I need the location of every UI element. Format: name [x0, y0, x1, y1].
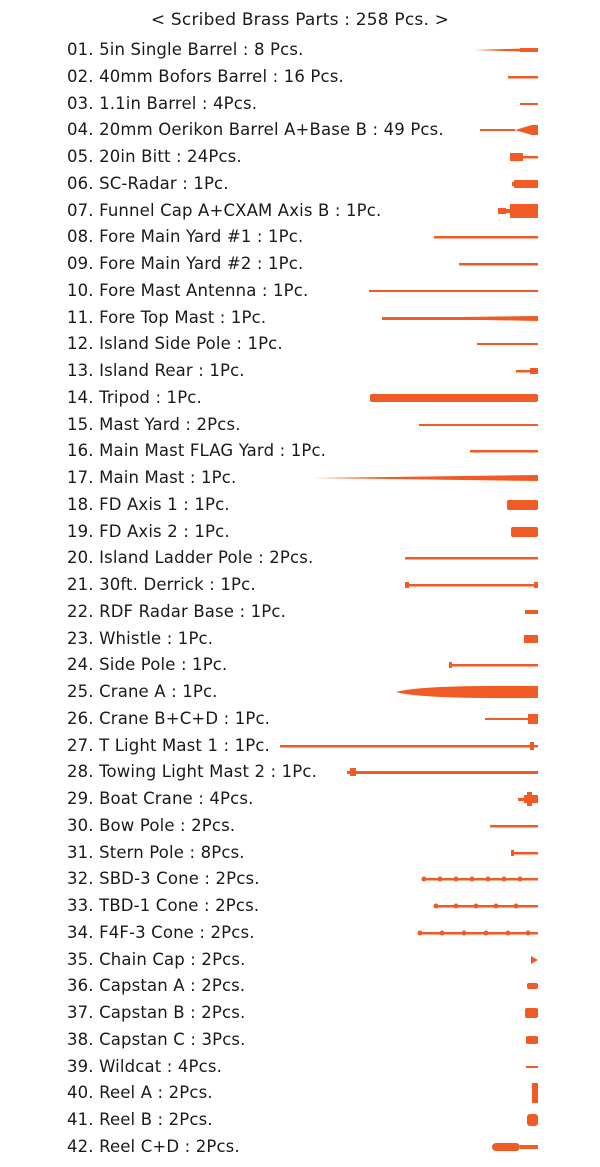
part-drawing: [0, 866, 600, 892]
part-label: 28. Towing Light Mast 2 : 1Pc.: [67, 762, 318, 782]
part-drawing: [0, 893, 600, 919]
part-label: 29. Boat Crane : 4Pcs.: [67, 789, 254, 808]
part-drawing: [0, 171, 600, 197]
part-row: [0, 171, 600, 197]
part-row: [0, 733, 600, 759]
part-row: [0, 813, 600, 839]
part-label: 24. Side Pole : 1Pc.: [67, 655, 228, 675]
part-label: 33. TBD-1 Cone : 2Pcs.: [67, 896, 260, 915]
part-drawing: [0, 412, 600, 438]
part-drawing: [0, 840, 600, 866]
part-label: 01. 5in Single Barrel : 8 Pcs.: [67, 40, 304, 59]
part-label: 38. Capstan C : 3Pcs.: [67, 1029, 246, 1049]
part-drawing: [0, 1027, 600, 1053]
part-row: [0, 144, 600, 170]
part-drawing: [0, 278, 600, 304]
part-label: 14. Tripod : 1Pc.: [67, 387, 202, 407]
part-label: 41. Reel B : 2Pcs.: [67, 1110, 213, 1129]
part-drawing: [0, 973, 600, 999]
part-label: 19. FD Axis 2 : 1Pc.: [67, 521, 230, 541]
part-label: 03. 1.1in Barrel : 4Pcs.: [67, 93, 258, 113]
part-row: [0, 278, 600, 304]
part-row: [0, 465, 600, 491]
part-label: 20. Island Ladder Pole : 2Pcs.: [67, 548, 314, 568]
part-drawing: [0, 331, 600, 357]
part-label: 26. Crane B+C+D : 1Pc.: [67, 708, 271, 728]
part-label: 12. Island Side Pole : 1Pc.: [67, 334, 283, 354]
part-row: [0, 947, 600, 973]
part-row: [0, 759, 600, 785]
part-row: [0, 1027, 600, 1053]
part-drawing: [0, 626, 600, 652]
part-row: [0, 840, 600, 866]
page-title: < Scribed Brass Parts : 258 Pcs. >: [150, 10, 450, 30]
part-row: [0, 626, 600, 652]
part-drawing: [0, 37, 600, 63]
part-drawing: [0, 492, 600, 518]
part-row: [0, 358, 600, 384]
part-label: 04. 20mm Oerikon Barrel A+Base B : 49 Pcs.: [67, 120, 444, 140]
part-row: [0, 652, 600, 678]
part-row: [0, 679, 600, 705]
part-label: 22. RDF Radar Base : 1Pc.: [67, 601, 286, 621]
part-row: [0, 519, 600, 545]
part-label: 35. Chain Cap : 2Pcs.: [67, 949, 246, 969]
part-label: 02. 40mm Bofors Barrel : 16 Pcs.: [67, 66, 344, 86]
part-row: [0, 91, 600, 117]
part-label: 11. Fore Top Mast : 1Pc.: [67, 307, 267, 327]
part-drawing: [0, 144, 600, 170]
part-row: [0, 224, 600, 250]
part-label: 16. Main Mast FLAG Yard : 1Pc.: [67, 441, 327, 461]
part-drawing: [0, 117, 600, 143]
part-label: 23. Whistle : 1Pc.: [67, 628, 214, 648]
part-label: 18. FD Axis 1 : 1Pc.: [67, 494, 230, 514]
part-label: 42. Reel C+D : 2Pcs.: [67, 1136, 240, 1156]
part-row: [0, 492, 600, 518]
part-row: [0, 305, 600, 331]
part-drawing: [0, 706, 600, 732]
part-row: [0, 973, 600, 999]
part-drawing: [0, 679, 600, 705]
part-drawing: [0, 64, 600, 90]
part-label: 36. Capstan A : 2Pcs.: [67, 976, 246, 996]
part-drawing: [0, 947, 600, 973]
part-drawing: [0, 385, 600, 411]
part-label: 30. Bow Pole : 2Pcs.: [67, 815, 236, 835]
part-drawing: [0, 652, 600, 678]
part-label: 10. Fore Mast Antenna : 1Pc.: [67, 280, 309, 300]
part-drawing: [0, 572, 600, 598]
part-label: 27. T Light Mast 1 : 1Pc.: [67, 735, 270, 755]
part-row: [0, 251, 600, 277]
part-label: 15. Mast Yard : 2Pcs.: [67, 414, 241, 434]
part-row: [0, 706, 600, 732]
part-row: [0, 117, 600, 143]
part-drawing: [0, 224, 600, 250]
part-row: [0, 866, 600, 892]
part-label: 13. Island Rear : 1Pc.: [67, 361, 245, 380]
part-drawing: [0, 305, 600, 331]
part-row: [0, 599, 600, 625]
part-drawing: [0, 759, 600, 785]
part-row: [0, 412, 600, 438]
part-drawing: [0, 1107, 600, 1133]
part-row: [0, 385, 600, 411]
part-row: [0, 37, 600, 63]
part-label: 32. SBD-3 Cone : 2Pcs.: [67, 869, 260, 889]
part-drawing: [0, 519, 600, 545]
part-label: 34. F4F-3 Cone : 2Pcs.: [67, 922, 255, 942]
part-label: 07. Funnel Cap A+CXAM Axis B : 1Pc.: [67, 200, 382, 220]
part-drawing: [0, 733, 600, 759]
part-drawing: [0, 545, 600, 571]
part-label: 08. Fore Main Yard #1 : 1Pc.: [67, 227, 304, 247]
part-drawing: [0, 198, 600, 224]
part-label: 21. 30ft. Derrick : 1Pc.: [67, 575, 256, 594]
part-label: 37. Capstan B : 2Pcs.: [67, 1003, 246, 1022]
part-drawing: [0, 358, 600, 384]
part-label: 31. Stern Pole : 8Pcs.: [67, 842, 245, 862]
part-drawing: [0, 1000, 600, 1026]
part-drawing: [0, 1054, 600, 1080]
part-row: [0, 438, 600, 464]
part-label: 05. 20in Bitt : 24Pcs.: [67, 147, 242, 166]
part-row: [0, 1134, 600, 1160]
part-row: [0, 331, 600, 357]
part-row: [0, 1054, 600, 1080]
part-row: [0, 1000, 600, 1026]
part-drawing: [0, 465, 600, 491]
part-drawing: [0, 251, 600, 277]
part-label: 09. Fore Main Yard #2 : 1Pc.: [67, 254, 304, 273]
part-label: 39. Wildcat : 4Pcs.: [67, 1056, 222, 1076]
part-label: 25. Crane A : 1Pc.: [67, 682, 218, 701]
part-label: 17. Main Mast : 1Pc.: [67, 468, 237, 487]
part-drawing: [0, 786, 600, 812]
part-label: 06. SC-Radar : 1Pc.: [67, 173, 229, 193]
part-row: [0, 920, 600, 946]
part-drawing: [0, 920, 600, 946]
part-row: [0, 893, 600, 919]
part-drawing: [0, 599, 600, 625]
part-row: [0, 572, 600, 598]
part-row: [0, 198, 600, 224]
part-row: [0, 1080, 600, 1106]
part-drawing: [0, 1134, 600, 1160]
part-row: [0, 545, 600, 571]
part-row: [0, 786, 600, 812]
part-drawing: [0, 91, 600, 117]
part-drawing: [0, 1080, 600, 1106]
part-drawing: [0, 438, 600, 464]
part-label: 40. Reel A : 2Pcs.: [67, 1083, 213, 1103]
part-drawing: [0, 813, 600, 839]
part-row: [0, 1107, 600, 1133]
part-row: [0, 64, 600, 90]
